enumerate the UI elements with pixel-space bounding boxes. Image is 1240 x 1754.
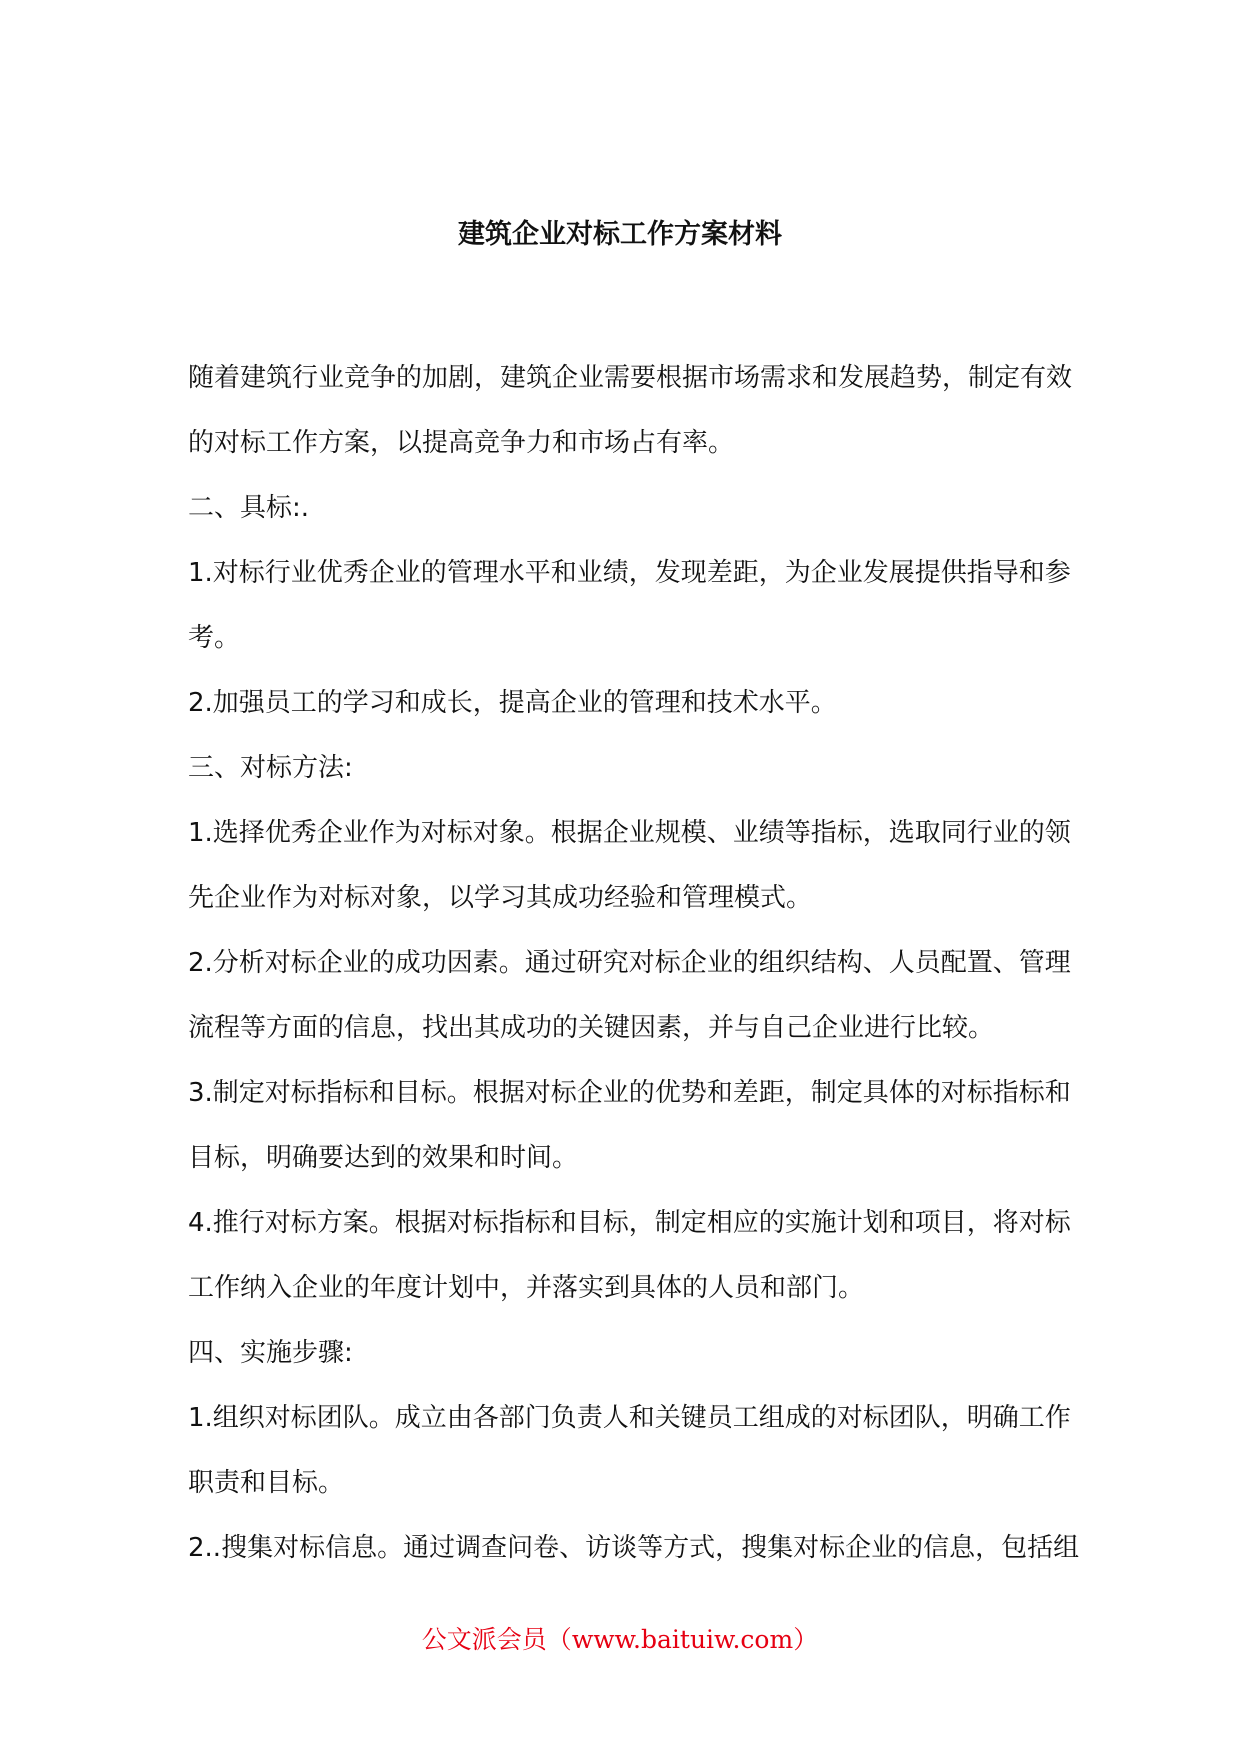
text-line: 1.组织对标团队。成立由各部门负责人和关键员工组成的对标团队，明确工作 [188,1403,1071,1433]
text-line: 的对标工作方案，以提高竞争力和市场占有率。 [188,428,735,458]
text-line: 4.推行对标方案。根据对标指标和目标，制定相应的实施计划和项目，将对标 [188,1208,1071,1238]
text-line: 流程等方面的信息，找出其成功的关键因素，并与自己企业进行比较。 [188,1013,995,1043]
footer-watermark [0,1620,1240,1656]
text-line: 考。 [188,623,241,653]
section-heading: 四、实施步骤: [188,1338,353,1368]
section-heading: 二、具标:. [188,493,310,523]
text-line: 1.对标行业优秀企业的管理水平和业绩，发现差距，为企业发展提供指导和参 [188,558,1071,588]
text-line: 先企业作为对标对象，以学习其成功经验和管理模式。 [188,883,813,913]
text-line: 1.选择优秀企业作为对标对象。根据企业规模、业绩等指标，选取同行业的领 [188,818,1071,848]
text-line: 目标，明确要达到的效果和时间。 [188,1143,579,1173]
document-title: 建筑企业对标工作方案材料 [458,219,782,250]
text-line: 2..搜集对标信息。通过调查问卷、访谈等方式，搜集对标企业的信息，包括组 [188,1533,1080,1563]
footer-label: 公文派会员（ [421,1625,572,1654]
text-line: 3.制定对标指标和目标。根据对标企业的优势和差距，制定具体的对标指标和 [188,1078,1071,1108]
text-line: 职责和目标。 [188,1468,345,1498]
text-line: 随着建筑行业竞争的加剧，建筑企业需要根据市场需求和发展趋势，制定有效 [188,363,1073,393]
text-line: 2.加强员工的学习和成长，提高企业的管理和技术水平。 [188,688,837,718]
document-body [188,355,1080,1590]
footer-close: ） [793,1625,819,1654]
text-line: 工作纳入企业的年度计划中，并落实到具体的人员和部门。 [188,1273,865,1303]
section-heading: 三、对标方法: [188,753,353,783]
text-line: 2.分析对标企业的成功因素。通过研究对标企业的组织结构、人员配置、管理 [188,948,1071,978]
footer-url-link[interactable]: www.baituiw.com [571,1625,794,1654]
